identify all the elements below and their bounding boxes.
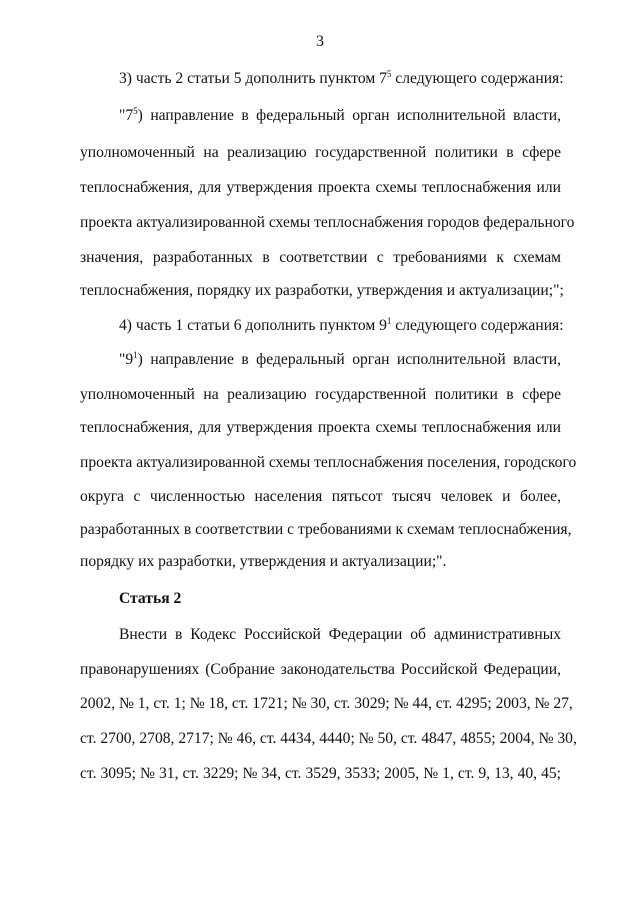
item4-quote-line-4: проекта актуализированной схемы теплоснабжения поселения, городского: [80, 454, 577, 471]
item3-intro-text: 3) часть 2 статьи 5 дополнить пунктом 7: [119, 70, 387, 87]
item4-quote-line-6: разработанных в соответствии с требованиями к схемам теплоснабжения,: [80, 521, 572, 538]
item3-quote-open: "7: [119, 107, 134, 124]
item4-intro-tail: следующего содержания:: [391, 317, 564, 334]
item3-intro-superscript: 5: [386, 69, 392, 79]
item3-quote-line-1: [119, 106, 561, 126]
page-number: 3: [316, 33, 324, 50]
item3-quote-superscript: 5: [133, 106, 138, 116]
item3-intro-tail: следующего содержания:: [391, 70, 564, 87]
item4-quote-line-7: порядку их разработки, утверждения и актуализации;".: [80, 553, 447, 570]
item4-intro-superscript: 1: [386, 316, 392, 326]
item4-quote-line-1: [119, 350, 561, 370]
article-2-heading: Статья 2: [119, 590, 182, 607]
article-2-line-2: правонарушениях (Собрание законодательства Российской Федерации,: [80, 661, 561, 678]
article-2-line-1: Внести в Кодекс Российской Федерации об административных: [119, 626, 561, 643]
item4-intro: [119, 316, 564, 336]
item4-quote-open: "9: [119, 351, 134, 368]
item3-quote-line-5: значения, разработанных в соответствии с требованиями к схемам: [80, 249, 561, 266]
item4-quote-text: ) направление в федеральный орган исполнительной власти,: [137, 351, 561, 368]
item3-quote-line-3: теплоснабжения, для утверждения проекта схемы теплоснабжения или: [80, 179, 561, 196]
item4-quote-line-5: округа с численностью населения пятьсот тысяч человек и более,: [80, 488, 561, 505]
item3-quote-line-4: проекта актуализированной схемы теплоснабжения городов федерального: [80, 214, 575, 231]
article-2-line-5: ст. 3095; № 31, ст. 3229; № 34, ст. 3529, 3533; 2005, № 1, ст. 9, 13, 40, 45;: [80, 765, 561, 782]
item4-quote-line-3: теплоснабжения, для утверждения проекта схемы теплоснабжения или: [80, 419, 561, 436]
item3-quote-text: ) направление в федеральный орган исполнительной власти,: [137, 107, 561, 124]
item3-quote-line-6: теплоснабжения, порядку их разработки, утверждения и актуализации;";: [80, 282, 564, 299]
article-2-line-3: 2002, № 1, ст. 1; № 18, ст. 1721; № 30, ст. 3029; № 44, ст. 4295; 2003, № 27,: [80, 695, 573, 712]
item4-intro-text: 4) часть 1 статьи 6 дополнить пунктом 9: [119, 317, 387, 334]
item3-quote-line-2: уполномоченный на реализацию государственной политики в сфере: [80, 144, 561, 161]
item3-intro: [119, 69, 564, 89]
article-2-line-4: ст. 2700, 2708, 2717; № 46, ст. 4434, 4440; № 50, ст. 4847, 4855; 2004, № 30,: [80, 730, 577, 747]
item4-quote-superscript: 1: [133, 350, 138, 360]
item4-quote-line-2: уполномоченный на реализацию государственной политики в сфере: [80, 386, 561, 403]
